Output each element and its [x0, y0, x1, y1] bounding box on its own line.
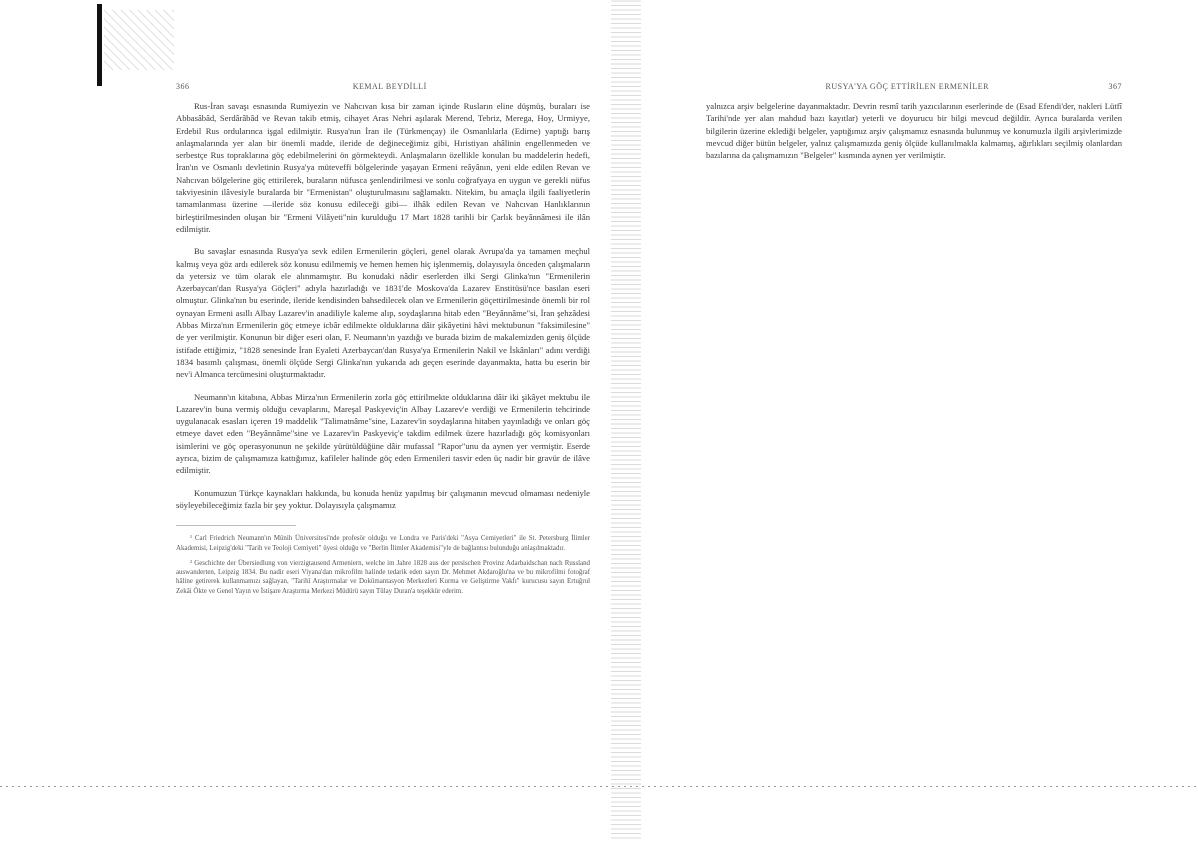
right-running-head: RUSYA'YA GÖÇ ETTİRİLEN ERMENİLER: [825, 82, 989, 91]
left-page-header: [176, 82, 590, 94]
left-paragraph-1: Rus-İran savaşı esnasında Rumiyezin ve Nahcıvan kısa bir zaman içinde Rusların eline düşmüş, buraları ise Abbasâbâd, Serdârâbâd ve Revan takib etmiş, cihayet Aras Nehri aşılarak Merend, Tebriz, Merega, Hoy, Urmiyye, Erdebil Rus ordularınca işgal edilmiştir. Rusya'nın İran ile (Türkmençay) ile Osmanlılarla (Edirne) yaptığı barış anlaşmalarında yer alan bir önemli madde, ileride de değineceğimiz gibi, Hıristiyan ahâlinin engellenmeden ve serbestçe Rus topraklarına göç edebilmelerini ön görmekteydi. Anlaşmaların özellikle konulan bu maddelerin hedefi, İran'ın ve Osmanlı devletinin Rusya'ya müteveffi bölgelerinde yaşayan Ermeni reâyânın, yeni elde edilen Revan ve Nahcıvan bölgelerine göç ettirilerek, buraların nüfusca şenlendirilmesi ve sonlu coğrafyaya en uygun ve gerekli nüfus takviyesinin ilâvesiyle buralarda bir "Ermenistan" oluşturulmasını sağlamaktı. Nitekim, bu amaçla ilgili faaliyetlerin tamamlanması üzerine —ileride söz konusu edileceği gibi— ilhâk edilen Revan ve Nahcıvan Hanlıklarının birleştirilmesinden oluşan bir "Ermeni Vilâyeti"nin kurulduğu 17 Mart 1828 tarihli bir Çarlık beyânnâmesi ile ilân edilmiştir.: [176, 101, 590, 234]
scan-edge-mark: [97, 4, 102, 86]
left-paragraph-2: Bu savaşlar esnasında Rusya'ya sevk edilen Ermenilerin göçleri, genel olarak Avrupa'da ya tamamen meçhul kalmış veya göz ardı edilerek söz konusu edilmemiş ve hemen hemen hiç işlenmemiş, dolayısıyla önceden çalışmaların da yetersiz ve tüm olarak ele alınmamıştır. Bu konudaki nâdir eserlerden ilki Sergi Glinka'nın "Ermenilerin Azerbaycan'dan Rusya'ya Göçleri" adıyla hazırladığı ve 1831'de Moskova'da Lazarev Enstitüsü'nce basılan eseri olmuştur. Glinka'nın bu eserinde, ileride kendisinden bahsedilecek olan ve Ermenilerin göçettirilmesinde önemli bir rol oynayan Ermeni asıllı Albay Lazarev'in anadiliyle kaleme alıp, soydaşlarına hitab eden "Beyânnâme"si, İran şehzâdesi Abbas Mirza'nın Ermenilerin göç etmeye icbâr edilmekte olduklarına dâir şikâyetini hâvi mektubunun "faksimilesine" de yer verilmiştir. Konunun bir diğer eseri olan, F. Neumann'ın yazdığı ve burada bizim de makalemizden geniş ölçüde istifade ettiğimiz, "1828 senesinde İran Eyaleti Azerbaycan'dan Rusya'ya Ermenilerin Nakil ve İskânları" adını verdiği 1834 basımlı çalışması, önemli ölçüde Sergi Glinka'nın yukarıda adı geçen eserinde dayanmakta, hatta bu eserin bir nev'i Almanca tercümesini oluşturmaktadır.: [176, 246, 590, 380]
right-page-number: 367: [1108, 82, 1122, 91]
footnotes: [176, 525, 590, 596]
left-running-head: KEMAL BEYDİLLİ: [352, 82, 427, 91]
footnote-rule: [176, 525, 296, 526]
left-page: [176, 82, 590, 602]
right-page-header: [706, 82, 1122, 94]
right-page: [706, 82, 1122, 171]
scan-bottom-edge: [0, 786, 1198, 787]
left-paragraph-4: Konumuzun Türkçe kaynakları hakkında, bu konuda henüz yapılmış bir çalışmanın mevcud olmaması nedeniyle söyleyebileceğimiz fazla bir şey yoktur. Dolayısıyla çalışmamız: [176, 487, 590, 510]
book-gutter-shadow: [611, 0, 641, 841]
footnote-1: ¹ Carl Friedrich Neumann'ın Münih Üniversitesi'nde profesör olduğu ve Londra ve Paris'deki "Asya Cemiyetleri" ile St. Petersburg İlimler Akademisi, Leipzig'deki "Tarih ve Teoloji Cemiyeti" üyesi olduğu ve "Berlin İlimler Akademisi"yle de bağlantısı bulunduğu anlaşılmaktadır.: [176, 535, 590, 552]
scan-noise: [104, 10, 174, 70]
left-page-number: 366: [176, 82, 190, 91]
footnote-2: ² Geschichte der Übersiedlung von vierzigtausend Armeniern, welche im Jahre 1828 aus der persischen Provinz Adarbaidschan nach Russland auswanderten, Leipzig 1834. Bu nadir eseri Viyana'dan mikrofilm halinde tedarik eden sayın Dr. Mehmet Akdaroğlu'na ve bu mikrofilmi fotoğraf hâline getirerek kullanmamızı sağlayan, "Tarihî Araştırmalar ve Dokümantasyon Merkezleri Kurma ve Geliştirme Vakfı" kurucusu sayın Ertuğrul Zekâi Ökte ve Genel Yayın ve İstişare Araştırma Merkezi Müdürü sayın Tülay Duran'a teşekkür ederim.: [176, 559, 590, 595]
left-paragraph-3: Neumann'ın kitabına, Abbas Mirza'nın Ermenilerin zorla göç ettirilmekte olduklarına dâir iki şikâyet mektubu ile Lazarev'in buna vermiş olduğu cevaplarını, Mareşal Paskyeviç'in Albay Lazarev'e verdiği ve Ermenilerin tehcirinde uygulanacak esasları içeren 19 maddelik "Talimatnâme"sine, Lazarev'in soydaşlarına hitaben yayınladığı ve onları göç etmeye davet eden "Beyânnâme"sine ve Lazarev'in Paskyeviç'e takdim edilmek üzere hazırladığı göç komisyonları isimlerini ve göç operasyonunun ne şekilde yürütüldüğüne dâir mufassal "Rapor"unu da aynen yer vermiştir. Eserde ayrıca, bizim de çalışmamıza kattığımız, kafileler halinde göç eden Ermenileri tasvir eden üç nadir bir gravür de ilâve edilmiştir.: [176, 391, 590, 476]
right-paragraph-1: yalnızca arşiv belgelerine dayanmaktadır. Devrin resmî tarih yazıcılarının eserlerinde de (Esad Efendi'der, nakleri Lütfî Tarihi'nde yer alan mahdud bazı kayıtlar) yeterli ve doyurucu bir bilgi mevcud değildir. Ayrıca buralarda verilen bilgilerin üzerine eklediği belgeler, yaptığımız arşiv çalışmamız esnasında bulunmuş ve konumuzla ilgili arşivlerimizde mevcud diğer bütün belgeler, yalnız çalışmamızda geniş ölçüde kullanılmakla kalmamış, ağırlıkları seçilmiş olanlardan bazılarına da çalışmamızın "Belgeler" kısmında aynen yer verilmiştir.: [706, 101, 1122, 161]
